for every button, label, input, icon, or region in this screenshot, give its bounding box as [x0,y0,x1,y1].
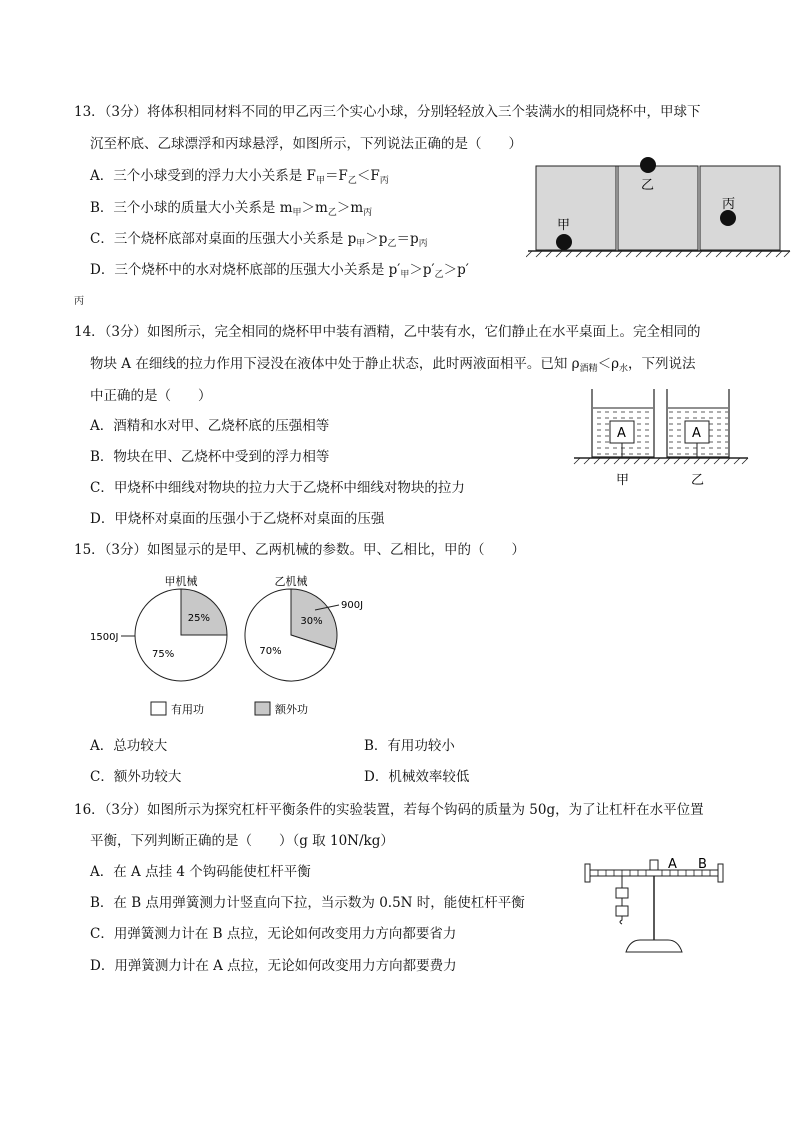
q14-option-c[interactable]: C．甲烧杯中细线对物块的拉力大于乙烧杯中细线对物块的拉力 [90,480,465,496]
point-a-label: A [668,857,677,872]
q15-option-d[interactable]: D．机械效率较低 [364,769,470,785]
q13-figure [526,150,794,262]
pie-jia [135,589,227,681]
hook-weight-2 [616,906,628,916]
pie-jia-title: 甲机械 [164,575,198,588]
pie-slice-label: 75% [151,648,175,660]
q16-option-a[interactable]: A．在 A 点挂 4 个钩码能使杠杆平衡 [90,864,311,880]
q13-option-c[interactable]: C．三个烧杯底部对桌面的压强大小关系是 $p_甲>p_乙=p_丙$ [90,231,428,249]
legend-extra-label: 额外功 [275,703,308,716]
q16-option-c[interactable]: C．用弹簧测力计在 B 点拉，无论如何改变用力方向都要省力 [90,926,457,942]
beaker-yi-label: 乙 [691,473,705,488]
table-hatch-q14 [574,458,748,464]
q13-option-a[interactable]: A．三个小球受到的浮力大小关系是 $F_甲=F_乙<F_丙$ [90,168,389,186]
point-b-label: B [698,857,707,872]
lever-nut-right [718,864,723,882]
pie-yi-title: 乙机械 [274,575,308,588]
q13-option-b[interactable]: B．三个小球的质量大小关系是 $m_甲>m_乙>m_丙$ [90,200,373,218]
q15-stem: 15．（3分）如图显示的是甲、乙两机械的参数。甲、乙相比，甲的（ ） [74,542,526,558]
pie-jia-annotation: 1500J [90,632,119,643]
q16-stem-line1: 16．（3分）如图所示为探究杠杆平衡条件的实验装置，若每个钩码的质量为 50g，为了让杠杆在水平位置 [74,802,704,818]
ball-yi-label: 乙 [641,178,655,193]
q16-option-d[interactable]: D．用弹簧测力计在 A 点拉，无论如何改变用力方向都要费力 [90,958,457,974]
pie-yi [245,589,337,681]
block-a-yi-label: A [692,426,701,441]
q16-option-b[interactable]: B．在 B 点用弹簧测力计竖直向下拉，当示数为 0.5N 时，能使杠杆平衡 [90,895,525,911]
beaker-3 [700,166,780,250]
ball-yi [640,157,656,173]
q14-option-a[interactable]: A．酒精和水对甲、乙烧杯底的压强相等 [90,418,330,434]
q15-option-a[interactable]: A．总功较大 [90,738,168,754]
q15-option-c[interactable]: C．额外功较大 [90,769,182,785]
pie-slice-label: 25% [187,613,211,625]
pie-slice-label: 70% [259,645,282,657]
legend-useful-label: 有用功 [171,703,204,716]
beaker-2 [618,166,698,250]
q16-stem-line2: 平衡，下列判断正确的是（ ）（g 取 10N/kg） [90,833,394,849]
hook-weight-1 [616,888,628,898]
q13-option-d-wrap: 丙 [74,296,84,307]
q16-figure [578,848,728,960]
q14-stem-line2: 物块 A 在细线的拉力作用下浸没在液体中处于静止状态，此时两液面相平。已知 $\rho_{酒精}<\rho_水$，下列说法 [90,356,696,374]
q13-stem-line2: 沉至杯底、乙球漂浮和丙球悬浮，如图所示，下列说法正确的是（ ） [90,136,522,152]
ball-bing-label: 丙 [722,197,736,212]
stand-base [626,940,682,952]
beaker-1 [536,166,616,250]
block-a-jia-label: A [617,426,626,441]
table-hatch [526,251,790,257]
q15-option-b[interactable]: B．有用功较小 [364,738,455,754]
q14-option-b[interactable]: B．物块在甲、乙烧杯中受到的浮力相等 [90,449,330,465]
pie-slice-label: 30% [300,616,323,628]
ball-jia [556,234,572,250]
pie-slice-extra [181,589,227,635]
pivot-block [650,860,658,870]
hook-end [620,916,622,924]
ball-jia-label: 甲 [557,218,571,233]
lever-nut-left [585,864,590,882]
q14-figure [572,385,752,490]
q14-stem-line3: 中正确的是（ ） [90,388,212,404]
legend-extra-swatch [255,702,270,715]
ball-bing [720,210,736,226]
legend-useful-swatch [151,702,166,715]
beaker-jia-label: 甲 [616,473,630,488]
q13-stem-line1: 13．（3分）将体积相同材料不同的甲乙丙三个实心小球，分别轻轻放入三个装满水的相同烧杯中，甲球下 [74,104,701,120]
q14-stem-line1: 14．（3分）如图所示，完全相同的烧杯甲中装有酒精，乙中装有水，它们静止在水平桌面上。完全相同的 [74,324,701,340]
q14-option-d[interactable]: D．甲烧杯对桌面的压强小于乙烧杯对桌面的压强 [90,511,385,527]
q13-option-d[interactable]: D．三个烧杯中的水对烧杯底部的压强大小关系是 $p'_甲>p'_乙>p'$ [90,262,469,280]
q15-pie-charts [85,570,385,725]
pie-yi-annotation: 900J [341,600,364,611]
